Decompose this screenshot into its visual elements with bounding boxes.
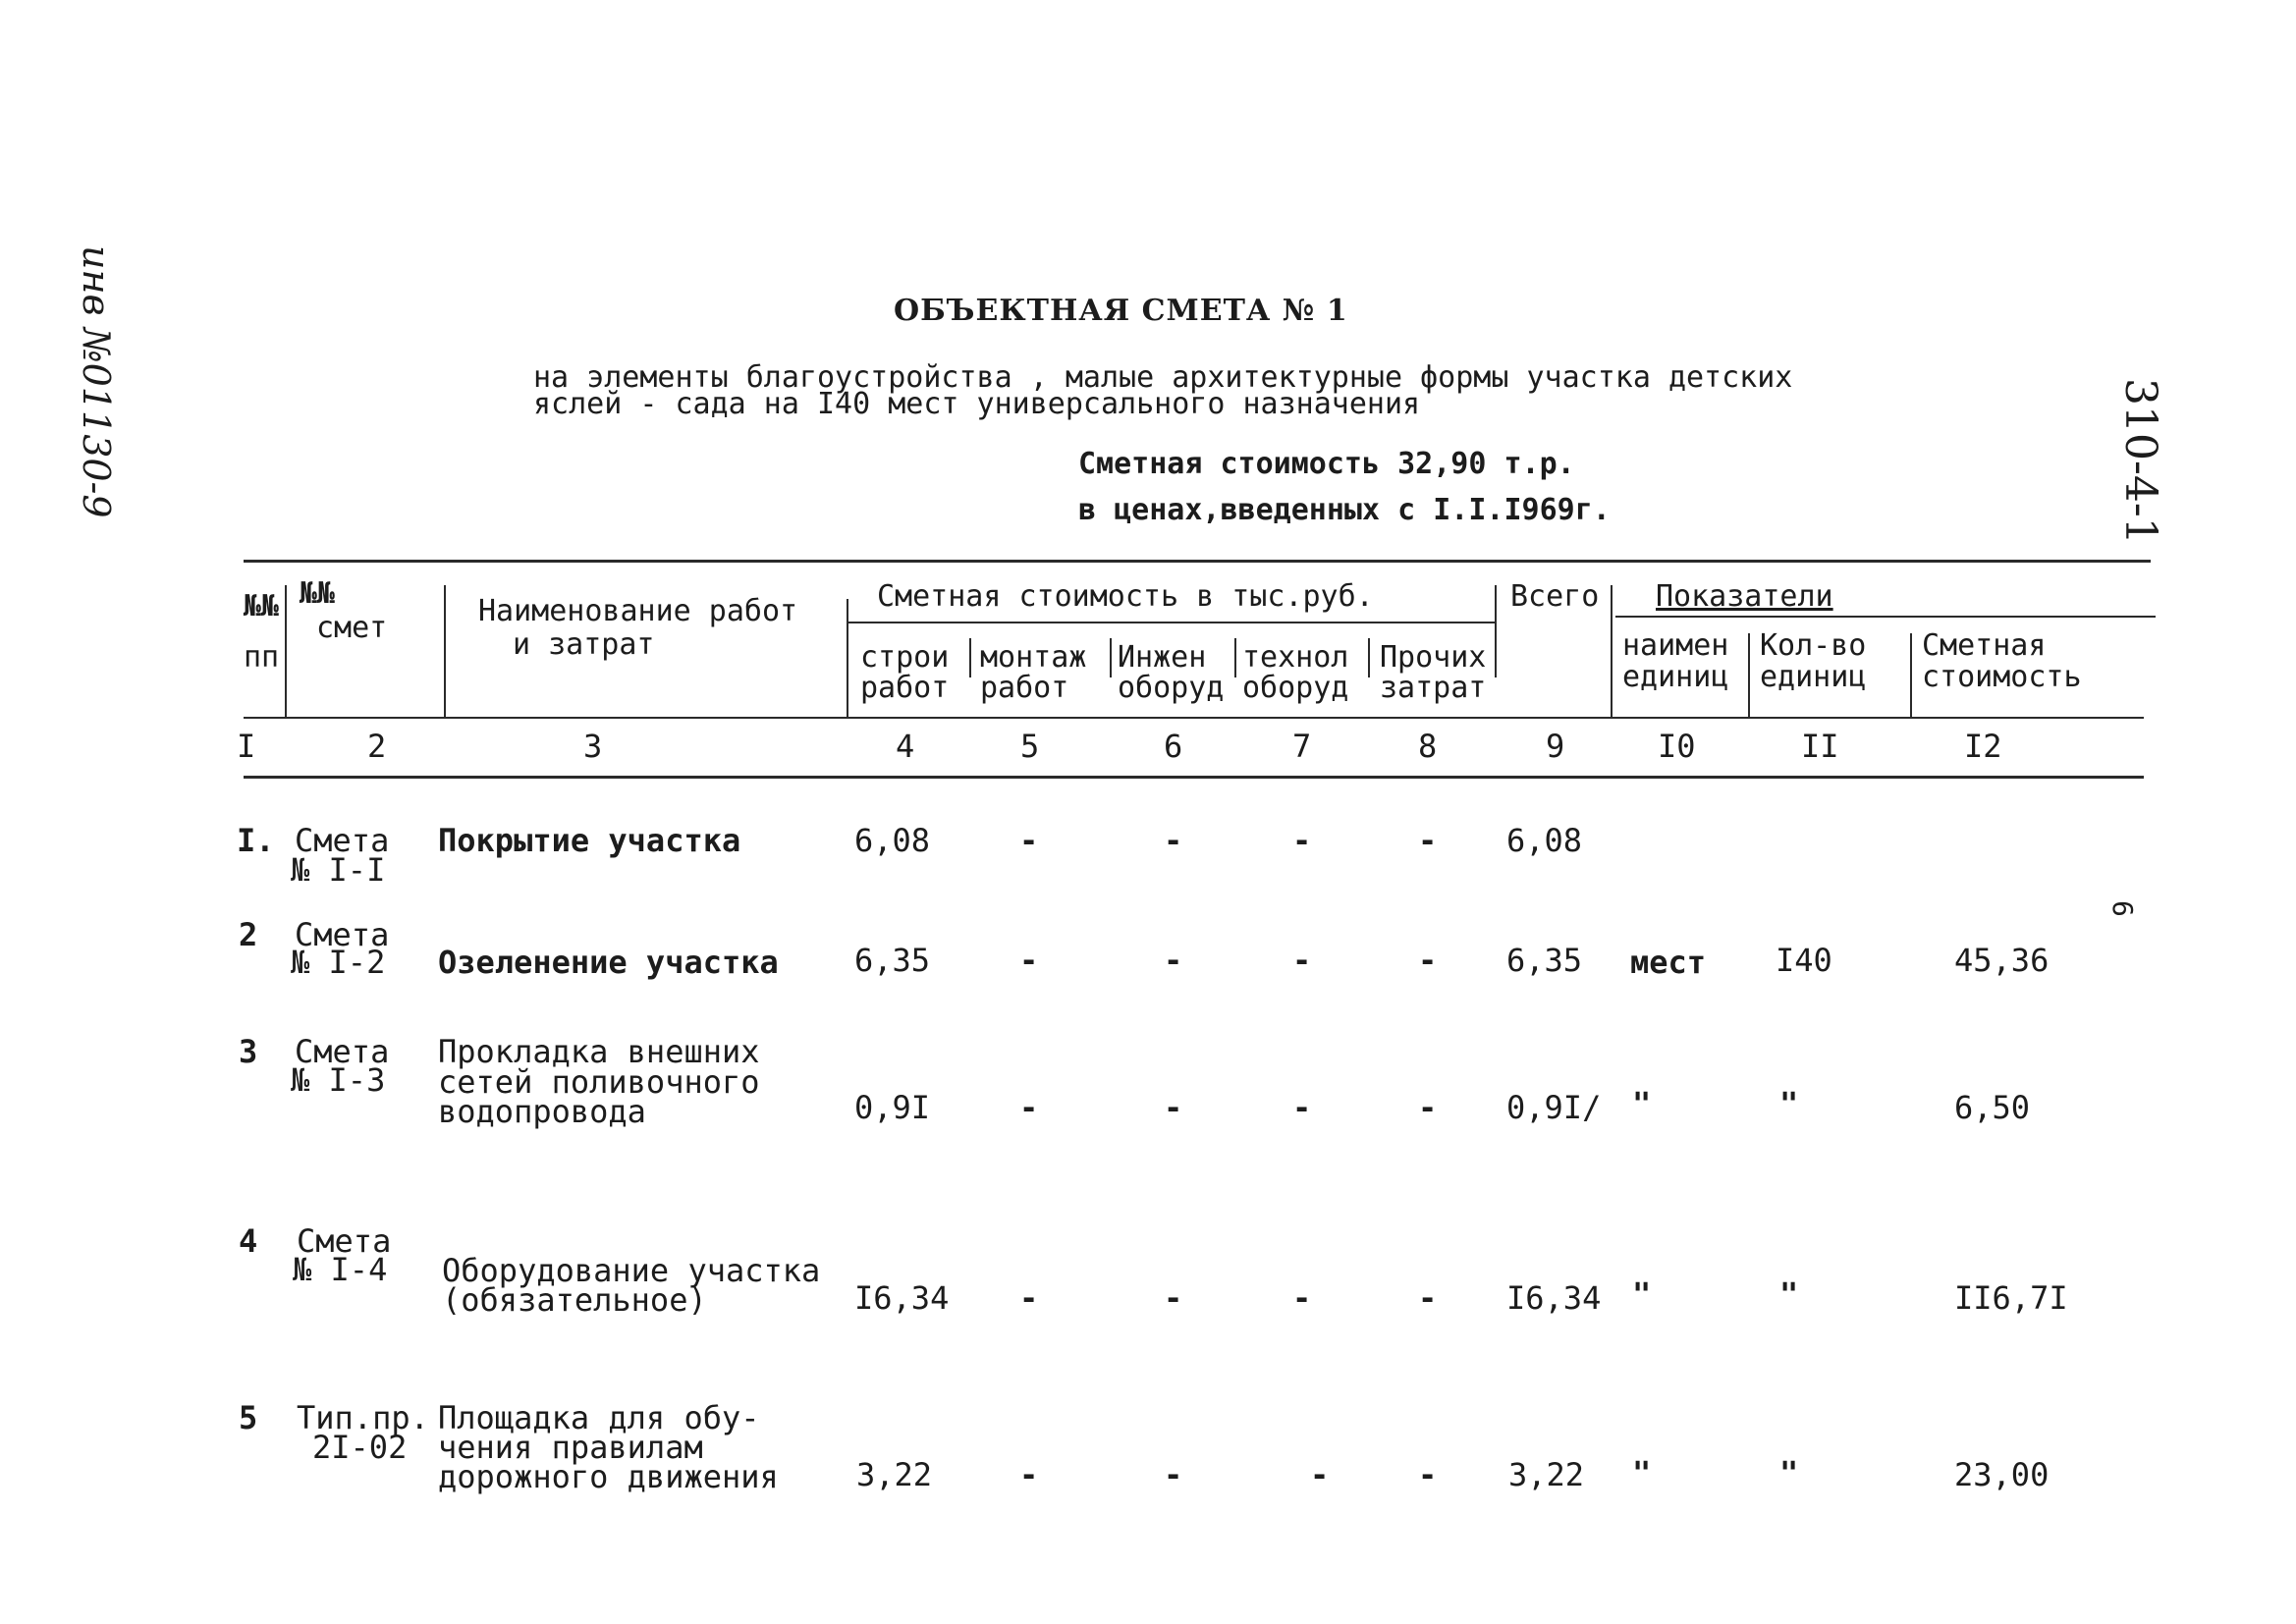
header-separator <box>1910 633 1912 717</box>
subtitle-line-1: на элементы благоустройства , малые архитектурные формы участка детских <box>533 360 1793 395</box>
header-separator <box>1748 633 1750 717</box>
header-col11-line1: Кол-во <box>1760 628 1867 663</box>
estimated-cost-line: Сметная стоимость 32,90 т.р. <box>1078 447 1575 481</box>
row-number: 2 <box>239 916 258 953</box>
row-work-name-line2: (обязательное) <box>442 1281 707 1319</box>
row-smeta-line1: Смета <box>297 1222 392 1260</box>
row-number: I. <box>237 822 275 859</box>
document-title: ОБЪЕКТНАЯ СМЕТА № 1 <box>894 294 1348 328</box>
subtitle-line-2: яслей - сада на I40 мест универсального назначения <box>533 387 1421 421</box>
column-number: 8 <box>1418 728 1438 765</box>
row-work-name-line1: Площадка для обу- <box>438 1399 760 1436</box>
header-col6-line2: оборуд <box>1118 671 1225 705</box>
row-smeta-line2: № I-4 <box>293 1251 388 1288</box>
row-total: 6,35 <box>1506 942 1583 979</box>
page-number: 6 <box>2106 900 2139 917</box>
header-col1-line1: №№ <box>244 589 280 623</box>
header-col1-line2: пп <box>244 640 280 675</box>
row-installation-cost: - <box>1019 1456 1039 1493</box>
row-unit-quantity: I40 <box>1776 942 1832 979</box>
row-work-name-line3: водопровода <box>438 1093 646 1130</box>
row-engineering-equipment: - <box>1164 1089 1183 1126</box>
header-indicators-group: Показатели <box>1656 579 1833 614</box>
row-smeta-line1: Смета <box>295 916 390 953</box>
row-technological-equipment: - <box>1292 822 1312 859</box>
row-unit-name: " <box>1632 1085 1652 1122</box>
header-separator <box>1611 585 1613 717</box>
row-number: 3 <box>239 1033 258 1070</box>
row-work-name: Покрытие участка <box>438 822 741 859</box>
row-work-name-line3: дорожного движения <box>438 1458 779 1495</box>
column-number: 7 <box>1292 728 1312 765</box>
row-engineering-equipment: - <box>1164 1456 1183 1493</box>
column-number: 3 <box>583 728 603 765</box>
row-estimated-cost: 45,36 <box>1954 942 2050 979</box>
row-smeta-line2: 2I-02 <box>312 1429 408 1466</box>
price-basis-line: в ценах,введенных с I.I.I969г. <box>1078 493 1611 527</box>
row-total: 3,22 <box>1508 1456 1585 1493</box>
row-unit-name: " <box>1632 1454 1652 1491</box>
row-technological-equipment: - <box>1292 942 1312 979</box>
column-number: I0 <box>1658 728 1696 765</box>
header-col2-line2: смет <box>316 611 388 645</box>
header-col8-line2: затрат <box>1380 671 1487 705</box>
row-estimated-cost: II6,7I <box>1954 1279 2068 1317</box>
row-unit-quantity: " <box>1779 1454 1799 1491</box>
header-col6-line1: Инжен <box>1118 640 1207 675</box>
header-separator <box>847 599 848 717</box>
row-other-costs: - <box>1418 822 1438 859</box>
header-bottom-rule <box>244 717 2144 719</box>
header-separator <box>1368 638 1370 677</box>
header-separator <box>1234 638 1236 677</box>
row-construction-cost: 6,08 <box>854 822 931 859</box>
header-col7-line2: оборуд <box>1242 671 1349 705</box>
header-cost-group: Сметная стоимость в тыс.руб. <box>877 579 1374 614</box>
column-number: 9 <box>1546 728 1565 765</box>
header-col2-line1: №№ <box>300 576 336 611</box>
row-estimated-cost: 23,00 <box>1954 1456 2050 1493</box>
column-number-rule <box>244 776 2144 779</box>
row-technological-equipment: - <box>1292 1089 1312 1126</box>
row-work-name-line2: сетей поливочного <box>438 1063 760 1101</box>
indicators-group-rule <box>1615 616 2156 618</box>
header-separator <box>285 585 287 717</box>
header-col4-line2: работ <box>860 671 950 705</box>
header-col7-line1: технол <box>1242 640 1349 675</box>
header-col8-line1: Прочих <box>1380 640 1487 675</box>
row-engineering-equipment: - <box>1164 1279 1183 1317</box>
row-total: I6,34 <box>1506 1279 1602 1317</box>
header-separator <box>444 585 446 717</box>
row-engineering-equipment: - <box>1164 822 1183 859</box>
row-other-costs: - <box>1418 942 1438 979</box>
row-work-name-line1: Прокладка внешних <box>438 1033 760 1070</box>
column-number: I <box>237 728 256 765</box>
table-top-rule <box>244 560 2151 563</box>
row-unit-quantity: " <box>1779 1085 1799 1122</box>
row-smeta-line1: Тип.пр. <box>297 1399 429 1436</box>
header-col5-line2: работ <box>980 671 1069 705</box>
row-engineering-equipment: - <box>1164 942 1183 979</box>
row-unit-name: мест <box>1630 944 1707 981</box>
row-number: 4 <box>239 1222 258 1260</box>
header-col10-line1: наимен <box>1622 628 1729 663</box>
row-work-name-line1: Оборудование участка <box>442 1252 821 1289</box>
row-other-costs: - <box>1418 1089 1438 1126</box>
row-installation-cost: - <box>1019 1089 1039 1126</box>
header-col9: Всего <box>1510 579 1600 614</box>
row-construction-cost: 6,35 <box>854 942 931 979</box>
row-unit-quantity: " <box>1779 1275 1799 1313</box>
column-number: 5 <box>1020 728 1040 765</box>
column-number: II <box>1801 728 1839 765</box>
row-smeta-line2: № I-I <box>291 851 386 889</box>
header-col3-line1: Наименование работ <box>478 594 798 628</box>
header-separator <box>969 638 971 677</box>
cost-group-rule <box>847 622 1495 623</box>
header-separator <box>1110 638 1112 677</box>
row-installation-cost: - <box>1019 942 1039 979</box>
column-number: 6 <box>1164 728 1183 765</box>
header-col12-line1: Сметная <box>1922 628 2047 663</box>
row-smeta-line2: № I-3 <box>291 1061 386 1099</box>
row-construction-cost: 3,22 <box>856 1456 933 1493</box>
header-separator <box>1495 585 1497 677</box>
row-installation-cost: - <box>1019 1279 1039 1317</box>
row-technological-equipment: - <box>1310 1456 1330 1493</box>
row-work-name: Озеленение участка <box>438 944 779 981</box>
row-number: 5 <box>239 1399 258 1436</box>
column-number: 4 <box>896 728 915 765</box>
row-other-costs: - <box>1418 1456 1438 1493</box>
series-code-stamp: 310-4-1 <box>2115 378 2165 545</box>
row-smeta-line2: № I-2 <box>291 944 386 981</box>
header-col12-line2: стоимость <box>1922 660 2082 694</box>
row-total: 0,9I/ <box>1506 1089 1602 1126</box>
row-construction-cost: 0,9I <box>854 1089 931 1126</box>
row-work-name-line2: чения правилам <box>438 1429 703 1466</box>
row-estimated-cost: 6,50 <box>1954 1089 2031 1126</box>
row-installation-cost: - <box>1019 822 1039 859</box>
row-total: 6,08 <box>1506 822 1583 859</box>
inventory-stamp: инв №01130-9 <box>75 245 118 518</box>
header-col3-line2: и затрат <box>513 627 655 662</box>
row-other-costs: - <box>1418 1279 1438 1317</box>
header-col11-line2: единиц <box>1760 660 1867 694</box>
header-col4-line1: строи <box>860 640 950 675</box>
header-col10-line2: единиц <box>1622 660 1729 694</box>
column-number: I2 <box>1964 728 2002 765</box>
column-number: 2 <box>367 728 387 765</box>
row-unit-name: " <box>1632 1275 1652 1313</box>
row-smeta-line1: Смета <box>295 1033 390 1070</box>
row-smeta-line1: Смета <box>295 822 390 859</box>
header-col5-line1: монтаж <box>980 640 1087 675</box>
row-construction-cost: I6,34 <box>854 1279 950 1317</box>
row-technological-equipment: - <box>1292 1279 1312 1317</box>
